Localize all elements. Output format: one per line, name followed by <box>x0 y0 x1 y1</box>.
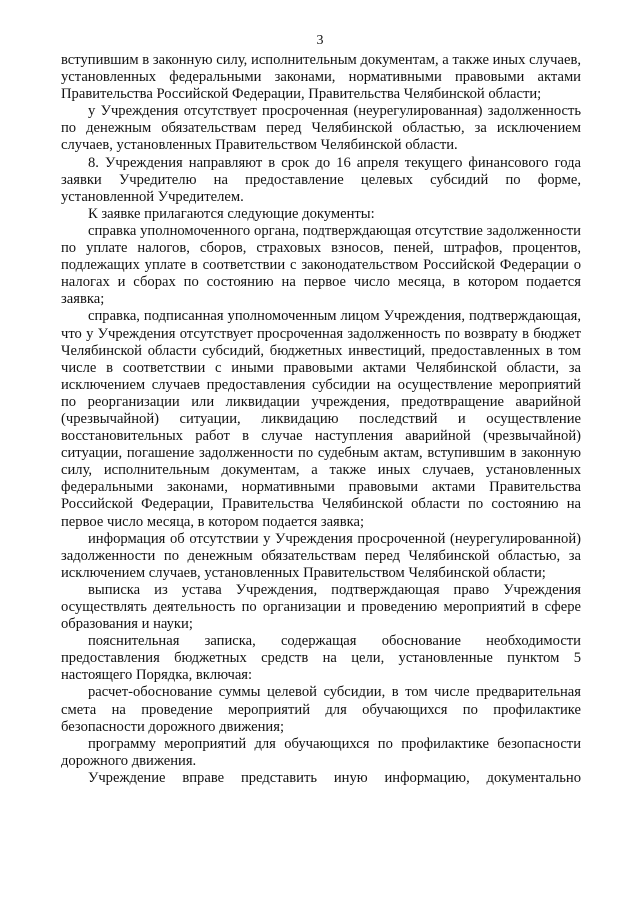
paragraph: у Учреждения отсутствует просроченная (неурегулированная) задолженность по денежным обязательствам перед Челябинской областью, за исключением случаев, установленных Правительством Челябинской области. <box>61 103 581 154</box>
paragraph: К заявке прилагаются следующие документы: <box>88 205 375 222</box>
document-body <box>61 52 581 787</box>
paragraph: расчет-обоснование суммы целевой субсидии, в том числе предварительная смета на проведение мероприятий для обучающихся по профилактике безопасности дорожного движения; <box>61 684 581 735</box>
paragraph: информация об отсутствии у Учреждения просроченной (неурегулированной) задолженности по денежным обязательствам перед Челябинской областью, за исключением случаев, установленных Правительством Челябинской области; <box>61 530 581 581</box>
paragraph: 8. Учреждения направляют в срок до 16 апреля текущего финансового года заявки Учредителю на предоставление целевых субсидий по форме, установленной Учредителем. <box>61 154 581 205</box>
paragraph: справка, подписанная уполномоченным лицом Учреждения, подтверждающая, что у Учреждения отсутствует просроченная задолженность по возврату в бюджет Челябинской области субсидий, бюджетных инвестиций, предоставленных в том числе в соответствии с иными правовыми актами Челябинской области, за исключением случаев предоставления субсидии на осуществление мероприятий по реорганизации или ликвидации учреждения, предотвращение аварийной (чрезвычайной) ситуации, ликвидацию последствий и осуществление восстановительных работ в случае наступления аварийной (чрезвычайной) ситуации, погашение задолженности по судебным актам, вступившим в законную силу, исполнительным документам, а также иных случаев, установленных федеральными законами, нормативными правовыми актами Правительства Российской Федерации, Правительства Челябинской области по состоянию на первое число месяца, в котором подается заявка; <box>61 308 581 530</box>
paragraph: программу мероприятий для обучающихся по профилактике безопасности дорожного движения. <box>61 735 581 769</box>
paragraph: выписка из устава Учреждения, подтверждающая право Учреждения осуществлять деятельность по организации и проведению мероприятий в сфере образования и науки; <box>61 581 581 633</box>
paragraph: справка уполномоченного органа, подтверждающая отсутствие задолженности по уплате налогов, сборов, страховых взносов, пеней, штрафов, процентов, подлежащих уплате в соответствии с законодательством Российской Федерации о налогах и сборах по состоянию на первое число месяца, в котором подается заявка; <box>61 222 581 308</box>
paragraph: вступившим в законную силу, исполнительным документам, а также иных случаев, установленных федеральными законами, нормативными правовыми актами Правительства Российской Федерации, Правительства Челябинской области; <box>61 52 581 103</box>
paragraph: Учреждение вправе представить иную информацию, документально <box>88 769 581 786</box>
paragraph: пояснительная записка, содержащая обоснование необходимости предоставления бюджетных средств на цели, установленные пунктом 5 настоящего Порядка, включая: <box>61 633 581 684</box>
page-number: 3 <box>316 33 324 48</box>
